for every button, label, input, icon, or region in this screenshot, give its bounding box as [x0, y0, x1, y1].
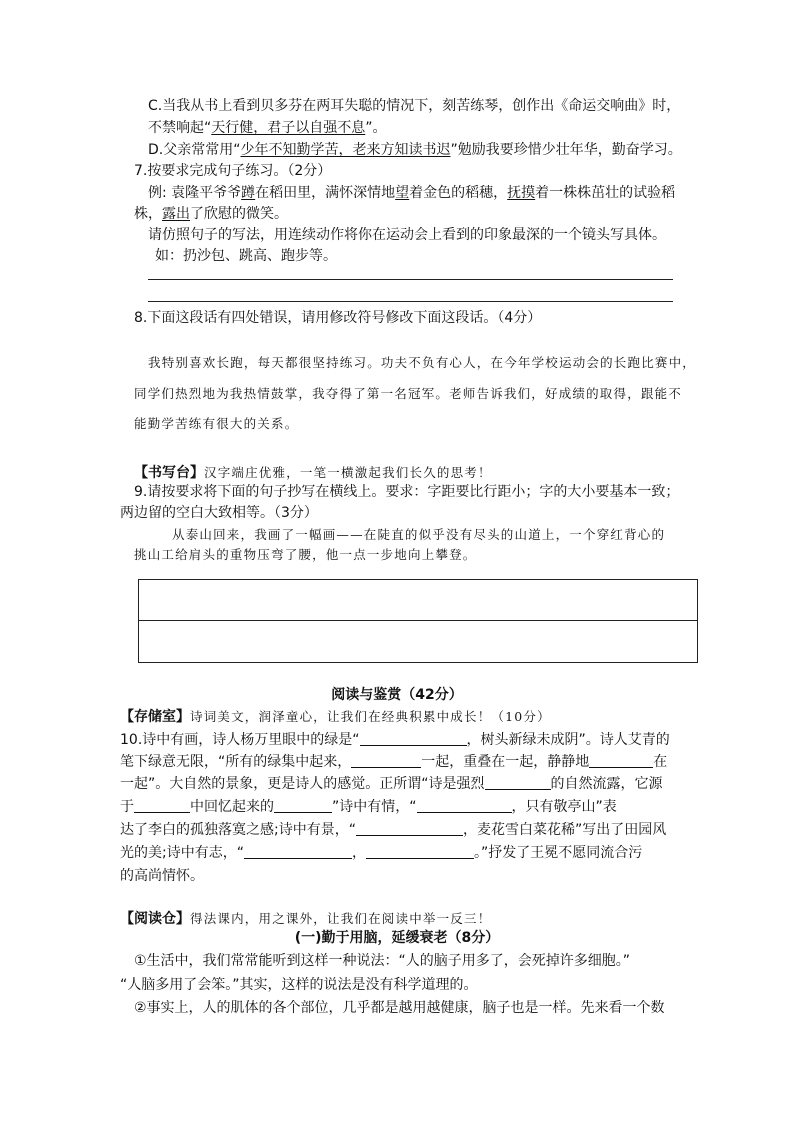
q10-text: 在 [653, 754, 668, 770]
q10-text: ，只有敬亭山”表 [511, 799, 617, 815]
q10-text: 中回忆起来的 [190, 799, 274, 815]
cuchu-slogan: 诗词美文，润泽童心，让我们在经典积累中成长！（10分） [190, 709, 551, 724]
q10-line7: 的高尚情怀。 [120, 868, 204, 884]
q10-text: 一起，重叠在一起，静静地 [421, 754, 590, 770]
fill-blank[interactable] [244, 843, 352, 859]
fill-blank[interactable] [360, 730, 467, 746]
passage-p1-line1: ①生活中，我们常常能听到这样一种说法：“人的脑子用多了，会死掉许多细胞。” [134, 953, 631, 969]
fill-blank[interactable] [356, 820, 463, 836]
q6-c-text-end: ”。 [365, 120, 387, 136]
yuedu-header [120, 909, 491, 929]
q7-ex-text: 株， [134, 206, 162, 222]
q7-example-line2 [134, 204, 288, 224]
answer-line[interactable] [148, 279, 673, 280]
q10-text: 的自然流露，它源 [550, 776, 663, 792]
q10-text: 于 [120, 799, 134, 815]
q6-d-text: D.父亲常常用“ [148, 142, 241, 158]
q7-ex-verb: 露出 [162, 206, 190, 222]
fill-blank[interactable] [485, 774, 551, 790]
fill-blank[interactable] [134, 797, 190, 813]
q7-hint: 如：扔沙包、跳高、跑步等。 [155, 248, 337, 264]
q10-text: 光的美;诗中有志，“ [120, 845, 244, 861]
shuxie-tag: 【书写台】 [134, 465, 204, 481]
q10-text: ”诗中有情，“ [332, 799, 417, 815]
q7-ex-text: 在稻田里，满怀深情地 [255, 185, 396, 201]
q10-text: 10.诗中有画，诗人杨万里眼中的绿是“ [120, 732, 360, 748]
q10-text: 。”抒发了王冕不愿同流合污 [473, 845, 643, 861]
q6-c-text: 不禁响起“ [148, 120, 212, 136]
q6-d-text-end: ”勉励我要珍惜少壮年华，勤奋学习。 [450, 142, 682, 158]
yuedu-tag: 【阅读仓】 [120, 911, 190, 927]
answer-line[interactable] [148, 301, 673, 302]
q10-text: 一起”。大自然的景象，更是诗人的感觉。正所谓“诗是强烈 [120, 776, 485, 792]
q10-line5 [120, 820, 666, 840]
passage-p2-line1: ②事实上，人的肌体的各个部位，几乎都是越用越健康，脑子也是一样。先来看一个数 [134, 1000, 665, 1016]
q7-ex-text: 着一株株茁壮的试验稻 [535, 185, 676, 201]
q6-c-underlined: 天行健，君子以自强不息 [211, 120, 366, 136]
q7-ex-verb: 望 [395, 185, 410, 201]
q10-text: ，麦花雪白菜花稀”写出了田园风 [462, 822, 667, 838]
fill-blank[interactable] [417, 797, 512, 813]
q10-text: 笔下绿意无限，“所有的绿集中起来， [120, 754, 352, 770]
q10-line1 [120, 730, 670, 750]
q10-line4 [120, 797, 617, 817]
q7-ex-verb: 抚摸 [507, 185, 536, 201]
q10-line6 [120, 843, 642, 863]
q7-ex-text: 例: 袁隆平爷爷 [148, 185, 242, 201]
q7-instruction: 请仿照句子的写法，用连续动作将你在运动会上看到的印象最深的一个镜头写具体。 [148, 227, 666, 243]
shuxie-slogan: 汉字端庄优雅，一笔一横激起我们长久的思考！ [204, 465, 492, 480]
passage-p1-line2: “人脑多用了会笨。”其实，这样的说法是没有科学道理的。 [120, 977, 478, 993]
q7-ex-text: 着金色的稻穗， [409, 185, 508, 201]
q10-text: 达了李白的孤独落寞之感;诗中有景，“ [120, 822, 356, 838]
q6-option-c-line1: C.当我从书上看到贝多芬在两耳失聪的情况下，刻苦练琴，创作出《命运交响曲》时， [148, 98, 681, 114]
q7-ex-verb: 蹲 [241, 185, 256, 201]
q9-line2: 两边留的空白大致相等。（3分） [120, 505, 318, 521]
q7-title: 7.按要求完成句子练习。（2分） [134, 163, 332, 179]
q8-paragraph-line2: 同学们热烈地为我热情鼓掌，我夺得了第一名冠军。老师告诉我们，好成绩的取得，跟能不 [134, 386, 683, 401]
q6-option-d [148, 140, 682, 160]
q10-line2 [120, 752, 667, 772]
writing-box-divider [138, 620, 698, 621]
writing-box[interactable] [138, 579, 698, 663]
q10-line3 [120, 774, 663, 794]
q8-paragraph-line1: 我特别喜欢长跑，每天都很坚持练习。功夫不负有心人，在今年学校运动会的长跑比赛中， [148, 355, 697, 370]
yuedu-slogan: 得法课内，用之课外，让我们在阅读中举一反三！ [190, 911, 492, 926]
q7-example-line1 [148, 183, 675, 203]
fill-blank[interactable] [351, 752, 421, 768]
q8-paragraph-line3: 能勤学苦练有很大的关系。 [134, 416, 299, 431]
q9-copy-text-line2: 挑山工给肩头的重物压弯了腰，他一点一步地向上攀登。 [134, 547, 477, 562]
fill-blank[interactable] [366, 843, 474, 859]
passage-title: (一)勤于用脑，延缓衰老（8分） [294, 930, 500, 946]
q9-line1: 9.请按要求将下面的句子抄写在横线上。要求：字距要比行距小；字的大小要基本一致； [134, 484, 680, 500]
fill-blank[interactable] [274, 797, 332, 813]
shuxie-header [134, 463, 492, 483]
q10-text: ， [351, 845, 366, 861]
section-title: 阅读与鉴赏（42分） [331, 687, 463, 703]
q10-text: ，树头新绿未成阴”。诗人艾青的 [466, 732, 670, 748]
q6-option-c-line2 [148, 118, 387, 138]
cuchu-header [120, 707, 551, 727]
cuchu-tag: 【存储室】 [120, 709, 190, 725]
q7-ex-text: 了欣慰的微笑。 [190, 206, 288, 222]
q8-title: 8.下面这段话有四处错误，请用修改符号修改下面这段话。（4分） [134, 310, 542, 326]
q9-copy-text-line1: 从泰山回来，我画了一幅画——在陡直的似乎没有尽头的山道上，一个穿红背心的 [172, 527, 666, 542]
q6-d-underlined: 少年不知勤学苦，老来方知读书迟 [240, 142, 451, 158]
fill-blank[interactable] [589, 752, 653, 768]
